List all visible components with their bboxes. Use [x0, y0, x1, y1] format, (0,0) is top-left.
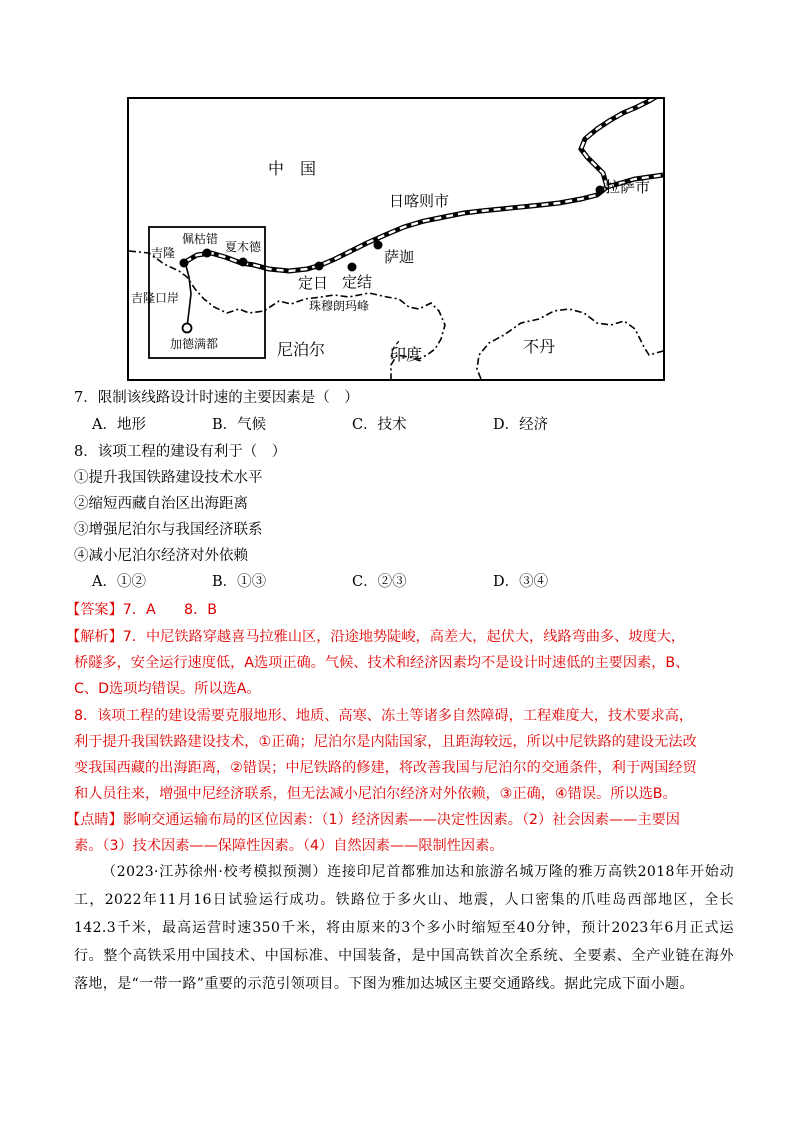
station-jilong	[180, 259, 189, 268]
analysis-line-2: 桥隧多，安全运行速度低，A选项正确。气候、技术和经济因素均不是设计时速低的主要因素，B、	[74, 655, 690, 671]
station-dingjie	[348, 263, 357, 272]
label-jilong: 吉隆	[151, 246, 176, 260]
analysis-line-5: 利于提升我国铁路建设技术，①正确；尼泊尔是内陆国家，且距海较远，所以中尼铁路的建设无法改	[74, 734, 697, 750]
q7-option-b: B．气候	[212, 417, 267, 433]
tip-line-2: 素。（3）技术因素——保障性因素。（4）自然因素——限制性因素。	[74, 838, 504, 854]
label-china: 中 国	[268, 159, 317, 178]
q7-option-a: A．地形	[92, 417, 146, 433]
q8-option-a: A．①②	[92, 574, 146, 590]
railway-line	[185, 99, 663, 327]
label-jilong-port: 吉隆口岸	[131, 291, 180, 305]
label-dingri: 定日	[298, 274, 329, 292]
label-shigatse: 日喀则市	[389, 192, 450, 210]
label-india: 印度	[390, 345, 423, 364]
q8-option-d: D．③④	[493, 574, 549, 590]
station-sakya	[374, 241, 383, 250]
q7-option-d: D．经济	[493, 417, 549, 433]
label-kathmandu: 加德满都	[170, 337, 219, 351]
label-peikucuo: 佩枯错	[182, 232, 219, 246]
label-everest: 珠穆朗玛峰	[309, 299, 370, 313]
label-bhutan: 不丹	[523, 337, 556, 356]
station-xiamude	[239, 258, 248, 267]
q8-option-c: C．②③	[352, 574, 407, 590]
label-sakya: 萨迦	[384, 248, 415, 266]
label-xiamude: 夏木德	[225, 240, 262, 254]
q8-stem: 8．该项工程的建设有利于（ ）	[74, 444, 287, 460]
analysis-line-3: C、D选项均错误。所以选A。	[74, 681, 261, 697]
label-nepal: 尼泊尔	[277, 340, 326, 359]
label-dingjie: 定结	[342, 273, 373, 291]
q7-stem: 7．限制该线路设计时速的主要因素是（ ）	[74, 390, 359, 406]
q7-option-c: C．技术	[352, 417, 407, 433]
analysis-line-1: 【解析】7．中尼铁路穿越喜马拉雅山区，沿途地势陡峻，高差大，起伏大，线路弯曲多、坡度大，	[66, 629, 686, 645]
answer-line: 【答案】7．A 8．B	[66, 602, 217, 618]
station-kathmandu	[183, 324, 192, 333]
tip-line-1: 【点睛】影响交通运输布局的区位因素：（1）经济因素——决定性因素。（2）社会因素——主要因	[66, 812, 680, 828]
q8-option-b: B．①③	[212, 574, 267, 590]
station-lhasa	[596, 186, 605, 195]
q8-item-1: ①提升我国铁路建设技术水平	[74, 470, 263, 486]
analysis-line-6: 变我国西藏的出海距离，②错误；中尼铁路的修建，将改善我国与尼泊尔的交通条件，利于两国经贸	[74, 760, 697, 776]
railway-map	[127, 97, 665, 381]
q8-item-4: ④减小尼泊尔经济对外依赖	[74, 548, 248, 564]
analysis-line-7: 和人员往来，增强中尼经济联系，但无法减小尼泊尔经济对外依赖，③正确，④错误。所以选B。	[74, 786, 677, 802]
analysis-line-4: 8．该项工程的建设需要克服地形、地质、高寒、冻土等诸多自然障碍，工程难度大，技术要求高，	[74, 708, 694, 724]
label-lhasa: 拉萨市	[605, 178, 651, 196]
passage-paragraph: （2023·江苏徐州·校考模拟预测）连接印尼首都雅加达和旅游名城万隆的雅万高铁2018年开始动工，2022年11月16日试验运行成功。铁路位于多火山、地震，人口密集的爪哇岛西部地区，全长142.3千米，最高运营时速350千米，将由原来的3个多小时缩短至40分钟，预计2023年6月正式运行。整个高铁采用中国技术、中国标准、中国装备，是中国高铁首次全系统、全要素、全产业链在海外落地，是“一带一路”重要的示范引领项目。下图为雅加达城区主要交通路线。据此完成下面小题。	[74, 864, 734, 992]
bhutan-border	[477, 309, 663, 379]
station-dingri	[315, 262, 324, 271]
q8-item-2: ②缩短西藏自治区出海距离	[74, 496, 248, 512]
q8-item-3: ③增强尼泊尔与我国经济联系	[74, 522, 263, 538]
station-peikucuo	[203, 249, 212, 258]
